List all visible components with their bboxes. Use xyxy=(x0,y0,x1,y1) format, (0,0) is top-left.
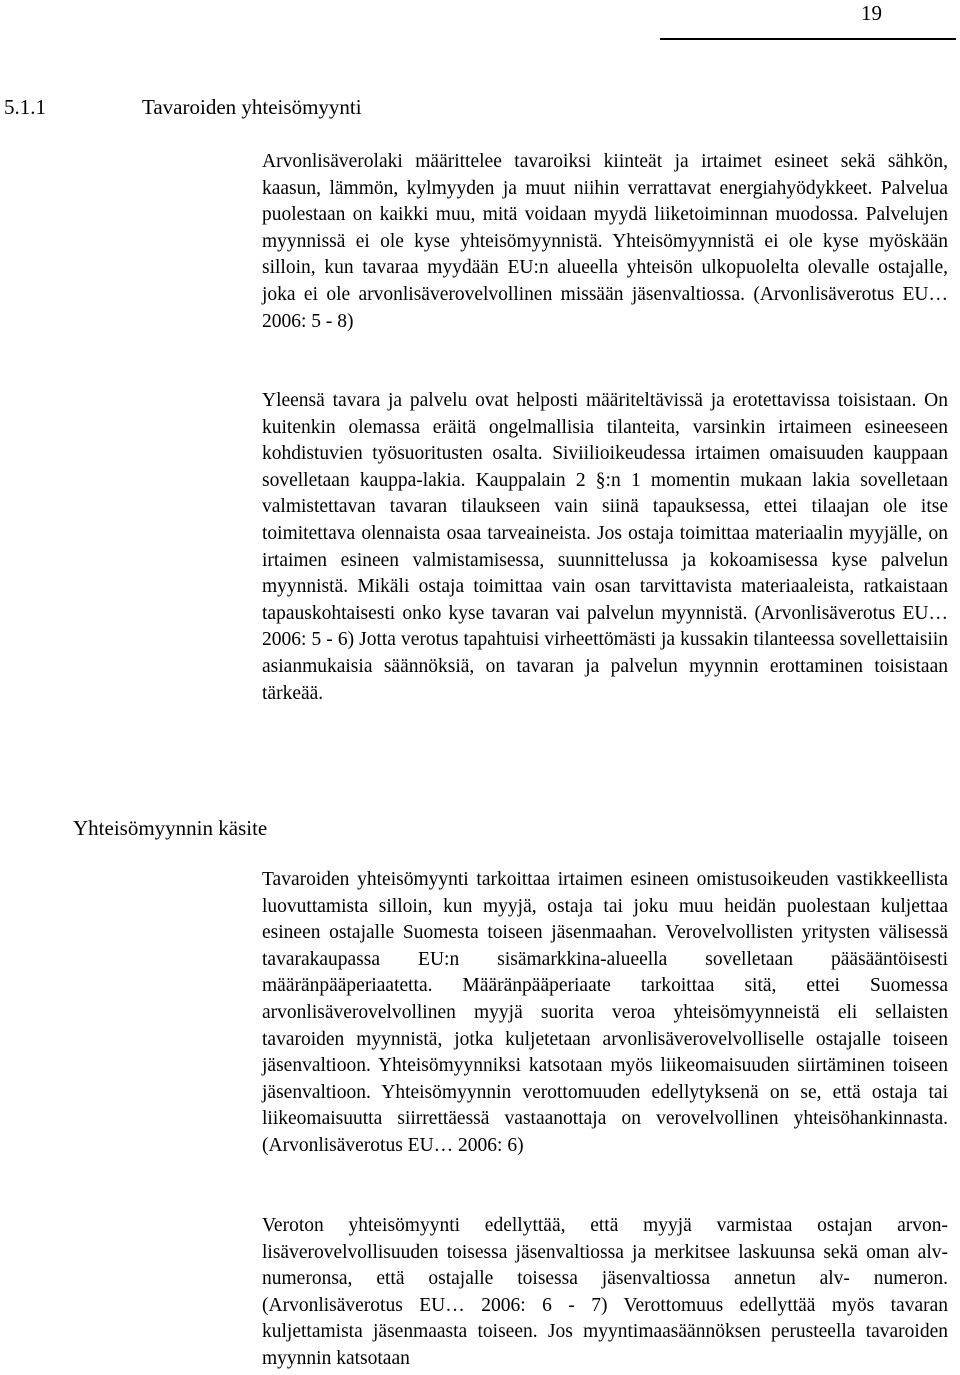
side-heading: Yhteisömyynnin käsite xyxy=(73,816,268,840)
paragraph-2: Yleensä tavara ja palvelu ovat helposti määriteltävissä ja erotettavissa toisistaan. On kuitenkin olemassa eräitä ongelmallisia tilanteita, varsinkin irtaimeen esineeseen kohdistuvien työsuoritusten osalta. Siviilioikeudessa irtaimen omaisuuden kauppaan sovelletaan kauppa-lakia. Kauppalain 2 §:n 1 momentin mukaan lakia sovelletaan valmistettavan tavaran tilaukseen vain siinä tapauksessa, ettei tilaajan ole itse toimitettava olennaista osaa tarveaineista. Jos ostaja toimittaa materiaalin myyjälle, on irtaimen esineen valmistamisessa, suunnittelussa ja kokoamisessa kyse palvelun myynnistä. Mikäli ostaja toimittaa vain osan tarvittavista materiaaleista, ratkaistaan tapauskohtaisesti onko kyse tavaran vai palvelun myynnistä. (Arvonlisäverotus EU… 2006: 5 - 6) Jotta verotus tapahtuisi virheettömästi ja kussakin tilanteessa sovellettaisiin asianmukaisia säännöksiä, on tavaran ja palvelun myynnin erottaminen toisistaan tärkeää. xyxy=(262,390,948,704)
section-title: Tavaroiden yhteisömyynti xyxy=(142,95,362,119)
paragraph-4: Veroton yhteisömyynti edellyttää, että myyjä varmistaa ostajan arvonlisäverovelvollisuuden toisessa jäsenvaltiossa ja merkitsee laskuunsa sekä oman alv- numeronsa, että ostajalle toisessa jäsenvaltiossa annetun alv- numeron. (Arvonlisäverotus EU… 2006: 6 - 7) Verottomuus edellyttää myös tavaran kuljettamista jäsenmaasta toiseen. Jos myyntimaasäännöksen perusteella tavaroiden myynnin katsotaan xyxy=(262,1215,948,1369)
section-number: 5.1.1 xyxy=(4,95,46,119)
paragraph-3: Tavaroiden yhteisömyynti tarkoittaa irtaimen esineen omistusoikeuden vastikkeellista luovuttamista silloin, kun myyjä, ostaja tai joku muu heidän puolestaan kuljettaa esineen ostajalle Suomesta toiseen jäsenmaahan. Verovelvollisten yritysten välisessä tavarakaupassa EU:n sisämarkkina-alueella sovelletaan pääsääntöisesti määränpääperiaatetta. Määränpääperiaate tarkoittaa sitä, ettei Suomessa arvonlisäverovelvollinen myyjä suorita veroa yhteisömyynneistä eli sellaisten tavaroiden myynnistä, jotka kuljetetaan arvonlisäverovelvolliselle ostajalle toiseen jäsenvaltioon. Yhteisömyynniksi katsotaan myös liikeomaisuuden siirtäminen toiseen jäsenvaltioon. Yhteisömyynnin verottomuuden edellytyksenä on se, että ostaja tai liikeomaisuutta siirrettäessä vastaanottaja on verovelvollinen yhteisöhankinnasta. (Arvonlisäverotus EU… 2006: 6) xyxy=(262,869,948,1156)
section-heading xyxy=(4,94,362,120)
header-rule xyxy=(660,38,956,40)
page-number: 19 xyxy=(861,1,882,25)
paragraph-1: Arvonlisäverolaki määrittelee tavaroiksi kiinteät ja irtaimet esineet sekä sähkön, kaasun, lämmön, kylmyyden ja muut niihin verrattavat energiahyödykkeet. Palvelua puolestaan on kaikki muu, mitä voidaan myydä liiketoiminnan muodossa. Palvelujen myynnissä ei ole kyse yhteisömyynnistä. Yhteisömyynnistä ei ole kyse myöskään silloin, kun tavaraa myydään EU:n alueella yhteisön ulkopuolelta olevalle ostajalle, joka ei ole arvonlisäverovelvollinen missään jäsenvaltiossa. (Arvonlisäverotus EU… 2006: 5 - 8) xyxy=(262,151,948,332)
